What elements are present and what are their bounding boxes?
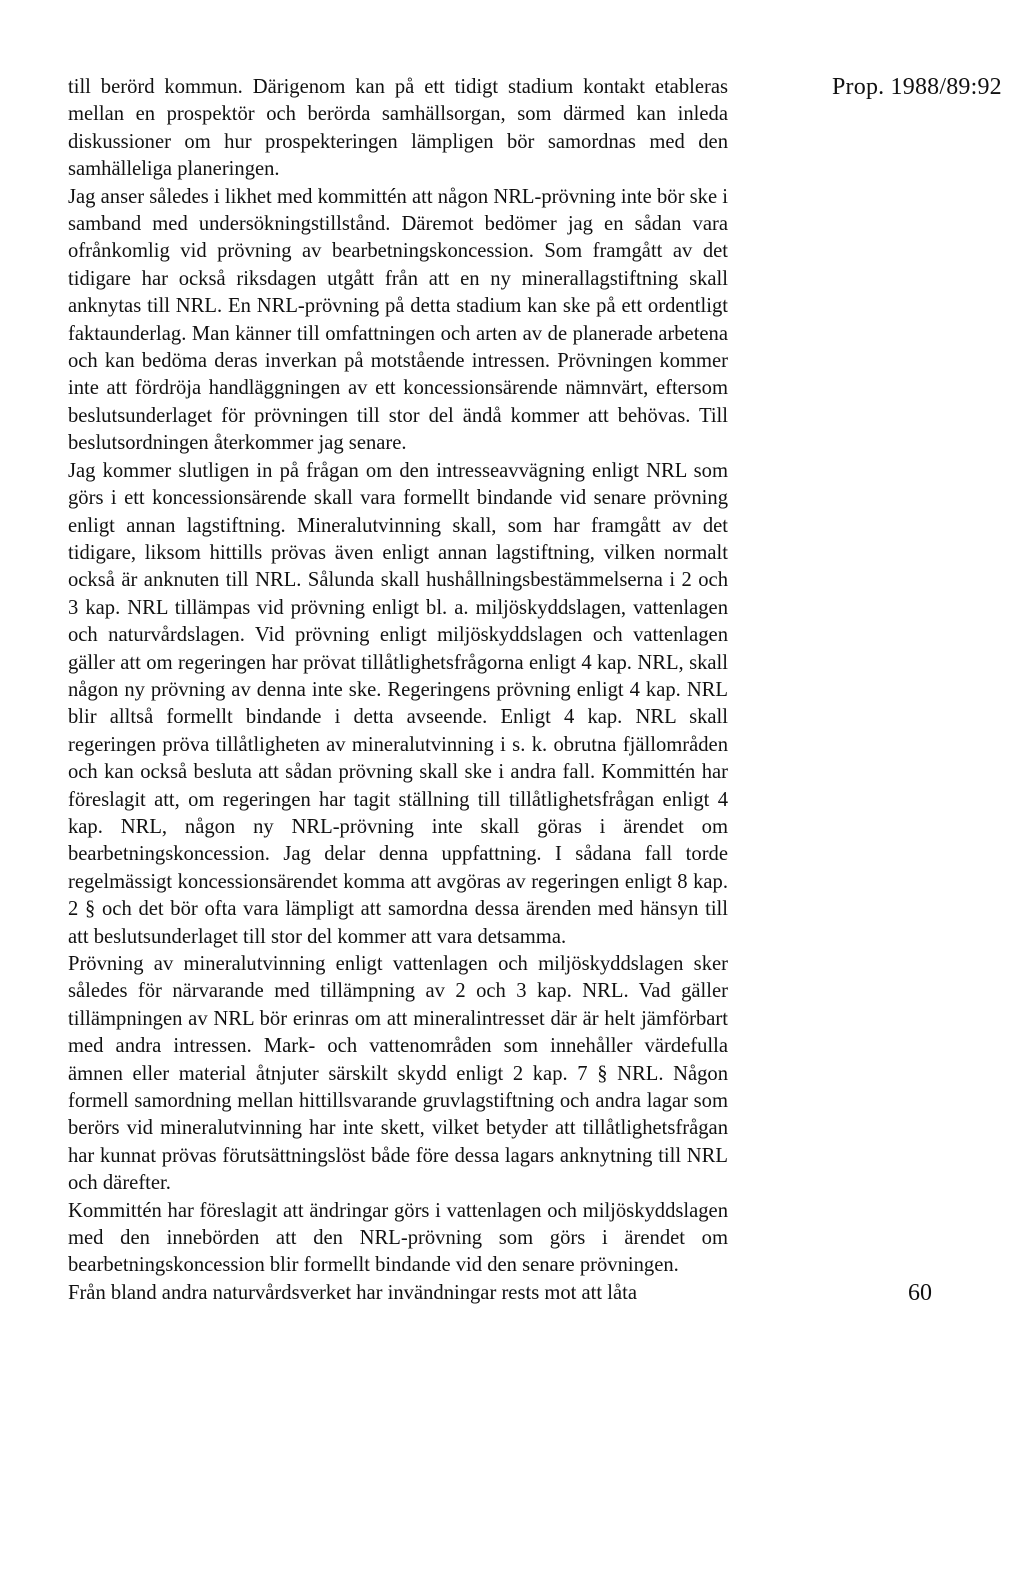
body-text (68, 74, 728, 1307)
paragraph-3: Jag kommer slutligen in på frågan om den intresseavvägning enligt NRL som görs i ett koncessionsärende skall vara formellt bindande vid senare prövning enligt annan lagstiftning. Mineralutvinning skall, som har framgått av det tidigare, liksom hittills prövas även enligt annan lagstiftning, vilken normalt också är anknuten till NRL. Sålunda skall hushållningsbestämmelserna i 2 och 3 kap. NRL tillämpas vid prövning enligt bl. a. miljöskyddslagen, vattenlagen och naturvårdslagen. Vid prövning enligt miljöskyddslagen och vattenlagen gäller att om regeringen har prövat tillåtlighetsfrågorna enligt 4 kap. NRL, skall någon ny prövning av denna inte ske. Regeringens prövning enligt 4 kap. NRL blir alltså formellt bindande i detta avseende. Enligt 4 kap. NRL skall regeringen pröva tillåtligheten av mineralutvinning i s. k. obrutna fjällområden och kan också besluta att sådan prövning skall ske i andra fall. Kommittén har föreslagit att, om regeringen har tagit ställning till tillåtlighetsfrågan enligt 4 kap. NRL, någon ny NRL-prövning inte skall göras i ärendet om bearbetningskoncession. Jag delar denna uppfattning. I sådana fall torde regelmässigt koncessionsärendet komma att avgöras av regeringen enligt 8 kap. 2 § och det bör ofta vara lämpligt att samordna dessa ärenden med hänsyn till att beslutsunderlaget till stor del kommer att vara detsamma. (68, 459, 728, 948)
page-number: 60 (908, 1280, 932, 1306)
paragraph-5: Kommittén har föreslagit att ändringar görs i vattenlagen och miljöskyddslagen med den innebörden att den NRL-prövning som görs i ärendet om bearbetningskoncession blir formellt bindande vid den senare prövningen. (68, 1199, 728, 1277)
paragraph-6: Från bland andra naturvårdsverket har invändningar rests mot att låta (68, 1281, 637, 1304)
paragraph-4: Prövning av mineralutvinning enligt vattenlagen och miljöskyddslagen sker således för närvarande med tillämpning av 2 och 3 kap. NRL. Vad gäller tillämpningen av NRL bör erinras om att mineralintresset där är helt jämförbart med andra intressen. Mark- och vattenområden som innehåller värdefulla ämnen eller material åtnjuter särskilt skydd enligt 2 kap. 7 § NRL. Någon formell samordning mellan hittillsvarande gruvlagstiftning och andra lagar som berörs vid mineralutvinning har inte skett, vilket betyder att tillåtlighetsfrågan har kunnat prövas förutsättningslöst både före dessa lagars anknytning till NRL och därefter. (68, 953, 728, 1195)
paragraph-1: till berörd kommun. Därigenom kan på ett tidigt stadium kontakt etableras mellan en prospektör och berörda samhällsorgan, som därmed kan inleda diskussioner om hur prospekteringen lämpligen bör samordnas med den samhälleliga planeringen. (68, 76, 728, 181)
proposition-reference: Prop. 1988/89:92 (832, 74, 1002, 100)
paragraph-2: Jag anser således i likhet med kommittén att någon NRL-prövning inte bör ske i samband med undersökningstillstånd. Däremot bedömer jag en sådan vara ofrånkomlig vid prövning av bearbetningskoncession. Som framgått av det tidigare har också riksdagen utgått från att en ny minerallagstiftning skall anknytas till NRL. En NRL-prövning på detta stadium kan ske på ett ordentligt faktaunderlag. Man känner till omfattningen och arten av de planerade arbetena och kan bedöma deras inverkan på motstående intressen. Prövningen kommer inte att fördröja handläggningen av ett koncessionsärende nämnvärt, eftersom beslutsunderlaget för prövningen till stor del ändå kommer att behövas. Till beslutsordningen återkommer jag senare. (68, 185, 728, 455)
